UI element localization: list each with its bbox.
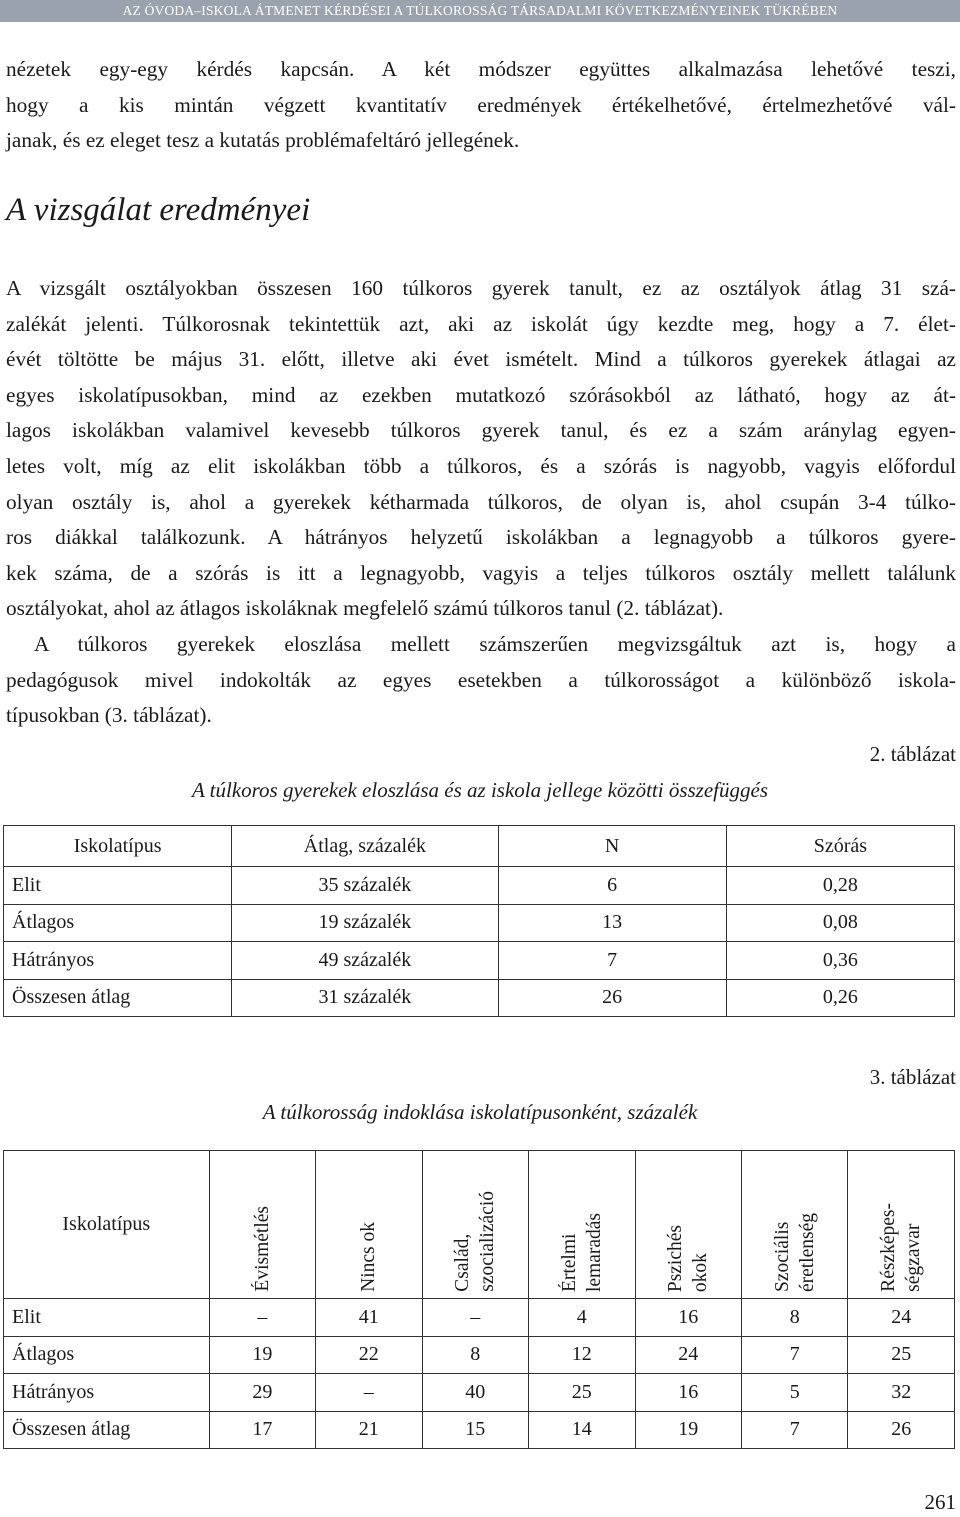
table-cell: 16: [635, 1299, 741, 1337]
text-line: nézetek egy-egy kérdés kapcsán. A két módszer együttes alkalmazása lehetővé teszi,: [6, 57, 956, 81]
section-heading: A vizsgálat eredményei: [6, 192, 311, 228]
text-line: A túlkoros gyerekek eloszlása mellett számszerűen megvizsgáltuk azt is, hogy a: [34, 631, 956, 656]
table-cell: 24: [635, 1336, 741, 1374]
header-line: ségzavar: [903, 1223, 925, 1292]
table-cell: 8: [422, 1336, 528, 1374]
table-cell: 15: [422, 1411, 528, 1449]
running-head: AZ ÓVODA–ISKOLA ÁTMENET KÉRDÉSEI A TÚLKOROSSÁG TÁRSADALMI KÖVETKEZMÉNYEINEK TÜKRÉBEN: [0, 0, 960, 22]
table-cell: 7: [742, 1411, 848, 1449]
table-row: [4, 1374, 955, 1412]
table2: [3, 825, 955, 1017]
table-row: [4, 1411, 955, 1449]
table-cell: 8: [742, 1299, 848, 1337]
table2-caption: A túlkoros gyerekek eloszlása és az iskola jellege közötti összefüggés: [191, 778, 769, 802]
text-line: hogy a kis mintán végzett kvantitatív eredmények értékelhetővé, értelmezhetővé vál-: [6, 92, 956, 117]
column-header: [848, 1151, 955, 1299]
table-cell: 24: [848, 1299, 955, 1337]
table3-caption: A túlkorosság indoklása iskolatípusonként, százalék: [262, 1100, 698, 1124]
table-cell: –: [422, 1299, 528, 1337]
table-row: [4, 904, 955, 942]
header-line: éretlenség: [796, 1212, 818, 1292]
text-line: osztályokat, ahol az átlagos iskoláknak megfelelő számú túlkoros tanul (2. táblázat).: [6, 596, 724, 621]
table-cell: 21: [316, 1411, 422, 1449]
column-header: Átlag, százalék: [232, 826, 498, 867]
column-header: Iskolatípus: [4, 1151, 210, 1299]
table-cell: –: [209, 1299, 315, 1337]
column-header: [422, 1151, 528, 1299]
table-row: [4, 1299, 955, 1337]
table-cell: 35 százalék: [232, 867, 498, 905]
text-line: janak, és ez eleget tesz a kutatás problémafeltáró jellegének.: [6, 128, 520, 153]
header-line: szocializáció: [477, 1191, 499, 1292]
table-cell: 41: [316, 1299, 422, 1337]
text-line: típusokban (3. táblázat).: [6, 703, 212, 728]
table-cell: Átlagos: [4, 904, 232, 942]
table-cell: 19: [635, 1411, 741, 1449]
table-cell: 26: [848, 1411, 955, 1449]
table-cell: 19 százalék: [232, 904, 498, 942]
header-line: okok: [690, 1253, 712, 1292]
table3-label: 3. táblázat: [869, 1065, 956, 1089]
table-cell: 13: [498, 904, 726, 942]
table-cell: 26: [498, 979, 726, 1017]
text-line: kek száma, de a szórás is itt a legnagyobb, vagyis a teljes túlkoros osztály mellett találunk: [6, 560, 956, 585]
table-cell: 4: [529, 1299, 635, 1337]
table2-label: 2. táblázat: [869, 742, 956, 766]
text-line: A vizsgált osztályokban összesen 160 túlkoros gyerek tanult, ez az osztályok átlag 31 szá-: [6, 276, 956, 300]
table-cell: 0,08: [726, 904, 954, 942]
header-line: Évismétlés: [251, 1206, 273, 1292]
table-row: [4, 1336, 955, 1374]
table-cell: 14: [529, 1411, 635, 1449]
table-cell: –: [316, 1374, 422, 1412]
table-cell: Átlagos: [4, 1336, 210, 1374]
text-line: lagos iskolákban valamivel kevesebb túlkoros gyerek tanul, és ez a szám aránylag egyen-: [6, 418, 956, 443]
header-line: Család,: [452, 1234, 474, 1292]
text-line: letes volt, míg az elit iskolákban több a túlkoros, és a szórás is nagyobb, vagyis előfordul: [6, 453, 956, 478]
text-line: pedagógusok mivel indokolták az egyes esetekben a túlkorosságot a különböző iskola-: [6, 667, 956, 692]
table-cell: 5: [742, 1374, 848, 1412]
intro-paragraph: [6, 52, 956, 159]
results-paragraph: [6, 271, 956, 734]
column-header: Iskolatípus: [4, 826, 232, 867]
table-cell: Elit: [4, 867, 232, 905]
text-line: egyes iskolatípusokban, mind az ezekben mutatkozó szórásokból az látható, hogy az át-: [6, 382, 956, 407]
table3-body: [4, 1299, 955, 1449]
table-cell: 31 százalék: [232, 979, 498, 1017]
table-cell: 40: [422, 1374, 528, 1412]
table-cell: 0,28: [726, 867, 954, 905]
table-cell: 32: [848, 1374, 955, 1412]
table-cell: 12: [529, 1336, 635, 1374]
table-cell: 7: [498, 942, 726, 980]
table-cell: 29: [209, 1374, 315, 1412]
column-header: Szórás: [726, 826, 954, 867]
table-cell: 6: [498, 867, 726, 905]
header-line: Pszichés: [665, 1224, 687, 1292]
table-row: [4, 867, 955, 905]
header-line: Értelmi: [558, 1233, 580, 1292]
table-cell: 17: [209, 1411, 315, 1449]
page-number: 261: [924, 1490, 956, 1514]
text-line: évét töltötte be május 31. előtt, illetve aki évet ismételt. Mind a túlkoros gyerekek átlagai az: [6, 347, 956, 372]
column-header: [742, 1151, 848, 1299]
table-row: [4, 942, 955, 980]
column-header: N: [498, 826, 726, 867]
table-cell: 7: [742, 1336, 848, 1374]
header-line: Szociális: [771, 1221, 793, 1292]
column-header: [316, 1151, 422, 1299]
table-cell: 25: [848, 1336, 955, 1374]
text-line: ros diákkal találkozunk. A hátrányos helyzetű iskolákban a legnagyobb a túlkoros gyere-: [6, 525, 956, 550]
table-cell: Összesen átlag: [4, 1411, 210, 1449]
column-header: [529, 1151, 635, 1299]
table-cell: Hátrányos: [4, 942, 232, 980]
table-cell: Hátrányos: [4, 1374, 210, 1412]
table-row: [4, 979, 955, 1017]
column-header: [209, 1151, 315, 1299]
table-cell: Összesen átlag: [4, 979, 232, 1017]
header-line: Nincs ok: [358, 1222, 380, 1292]
table-cell: 0,36: [726, 942, 954, 980]
table-header-row: [4, 826, 955, 867]
table-cell: 0,26: [726, 979, 954, 1017]
table-cell: Elit: [4, 1299, 210, 1337]
table-cell: 16: [635, 1374, 741, 1412]
table-cell: 25: [529, 1374, 635, 1412]
table-cell: 22: [316, 1336, 422, 1374]
table-cell: 49 százalék: [232, 942, 498, 980]
column-header: [635, 1151, 741, 1299]
text-line: zalékát jelenti. Túlkorosnak tekintettük azt, aki az iskolát úgy kezdte meg, hogy a 7. élet-: [6, 311, 956, 336]
header-line: Részképes-: [878, 1203, 900, 1292]
header-line: lemaradás: [583, 1212, 605, 1292]
table3: [3, 1150, 955, 1449]
table-header-row: [4, 1151, 955, 1299]
table-cell: 19: [209, 1336, 315, 1374]
text-line: olyan osztály is, ahol a gyerekek kétharmada túlkoros, de olyan is, ahol csupán 3-4 túlko-: [6, 489, 956, 514]
